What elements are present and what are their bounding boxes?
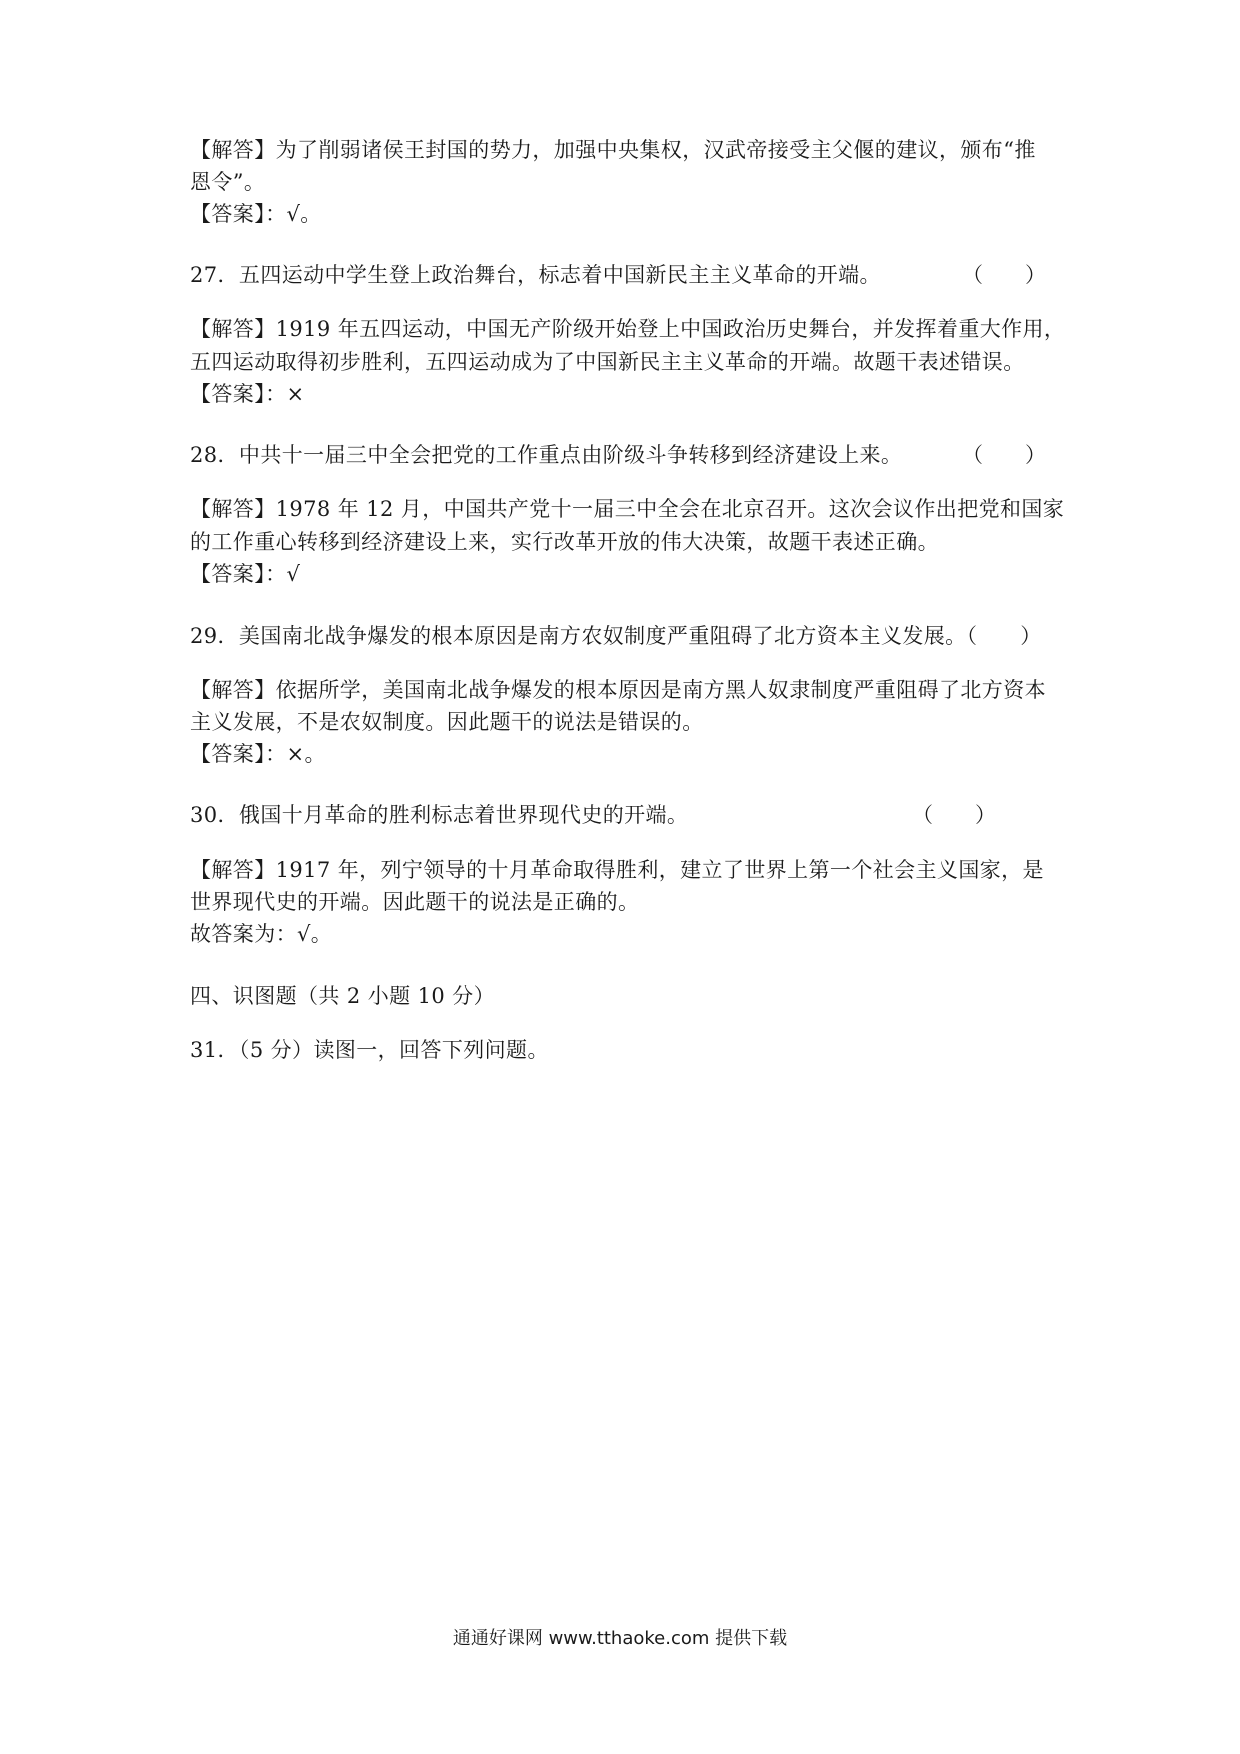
q28-analysis-line-2: 的工作重心转移到经济建设上来，实行改革开放的伟大决策，故题干表述正确。 — [190, 530, 939, 554]
q27-answer: 【答案】：× — [190, 382, 305, 406]
section-4-heading: 四、识图题（共 2 小题 10 分） — [190, 984, 495, 1008]
q31-question: 31．（5 分）读图一，回答下列问题。 — [190, 1038, 549, 1062]
q30-question: 30．俄国十月革命的胜利标志着世界现代史的开端。 — [190, 803, 689, 827]
q28-answer-blank: （ ） — [962, 443, 1046, 467]
q27-question: 27．五四运动中学生登上政治舞台，标志着中国新民主主义革命的开端。 — [190, 263, 881, 287]
q27-analysis-line-2: 五四运动取得初步胜利，五四运动成为了中国新民主主义革命的开端。故题干表述错误。 — [190, 350, 1025, 374]
q27-analysis-line-1: 【解答】1919 年五四运动，中国无产阶级开始登上中国政治历史舞台，并发挥着重大作用， — [190, 317, 1066, 341]
q28-question: 28．中共十一届三中全会把党的工作重点由阶级斗争转移到经济建设上来。 — [190, 443, 903, 467]
q28-answer: 【答案】：√ — [190, 562, 301, 586]
q29-question: 29．美国南北战争爆发的根本原因是南方农奴制度严重阻碍了北方资本主义发展。（ ） — [190, 624, 1042, 648]
q29-answer: 【答案】：×。 — [190, 742, 326, 766]
q30-answer: 故答案为：√。 — [190, 922, 333, 946]
q29-analysis-line-2: 主义发展，不是农奴制度。因此题干的说法是错误的。 — [190, 710, 704, 734]
page-footer: 通通好课网 www.tthaoke.com 提供下载 — [452, 1628, 788, 1649]
q30-answer-blank: （ ） — [912, 803, 996, 827]
q28-analysis-line-1: 【解答】1978 年 12 月，中国共产党十一届三中全会在北京召开。这次会议作出把党和国家 — [190, 497, 1065, 521]
q26-analysis-line-2: 恩令”。 — [190, 170, 266, 194]
q27-answer-blank: （ ） — [962, 263, 1046, 287]
q26-answer: 【答案】：√。 — [190, 202, 322, 226]
q29-analysis-line-1: 【解答】依据所学，美国南北战争爆发的根本原因是南方黑人奴隶制度严重阻碍了北方资本 — [190, 678, 1046, 702]
q30-analysis-line-2: 世界现代史的开端。因此题干的说法是正确的。 — [190, 890, 640, 914]
q26-analysis-line-1: 【解答】为了削弱诸侯王封国的势力，加强中央集权，汉武帝接受主父偃的建议，颁布“推 — [190, 138, 1036, 162]
q30-analysis-line-1: 【解答】1917 年，列宁领导的十月革命取得胜利，建立了世界上第一个社会主义国家，是 — [190, 858, 1044, 882]
